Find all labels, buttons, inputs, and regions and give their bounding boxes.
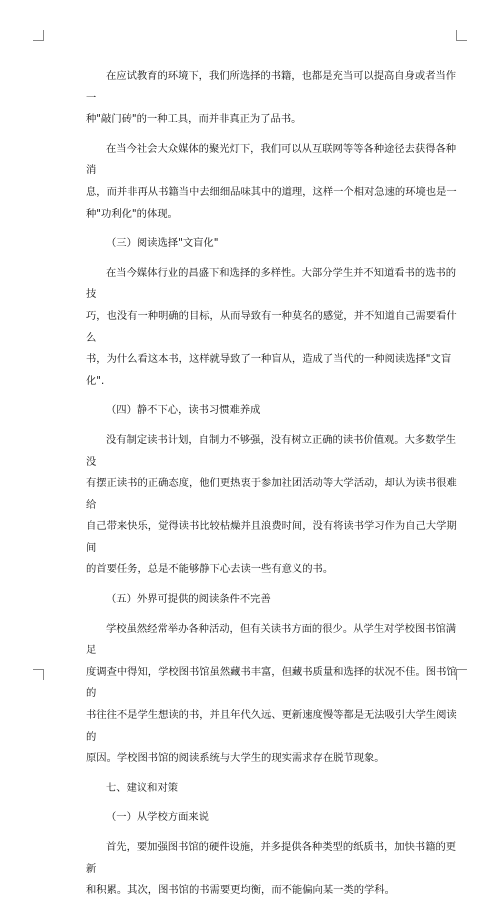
section-heading: （三）阅读选择"文盲化" bbox=[106, 237, 219, 250]
text-line: 学校虽然经常举办各种活动，但有关读书方面的很少。从学生对学校图书馆满足 bbox=[86, 622, 457, 657]
text-line: 在当今媒体行业的昌盛下和选择的多样性。大部分学生并不知道看书的选书的技 bbox=[86, 266, 457, 301]
text-line: 种"敲门砖"的一种工具，而并非真正为了品书。 bbox=[86, 113, 302, 126]
text-line: 原因。学校图书馆的阅读系统与大学生的现实需求存在脱节现象。 bbox=[86, 752, 385, 765]
text-line: 没有制定读书计划，自制力不够强，没有树立正确的读书价值观。大多数学生没 bbox=[86, 433, 457, 468]
document-body bbox=[86, 66, 458, 902]
paragraph bbox=[86, 430, 458, 581]
paragraph bbox=[86, 263, 458, 393]
text-line: 的首要任务，总是不能够静下心去读一些有意义的书。 bbox=[86, 563, 334, 576]
crop-mark-top-right bbox=[456, 30, 467, 41]
paragraph bbox=[86, 619, 458, 770]
text-line: 度调查中得知，学校图书馆虽然藏书丰富，但藏书质量和选择的状况不佳。图书馆的 bbox=[86, 665, 457, 700]
text-line: 首先，要加强图书馆的硬件设施，并多提供各种类型的纸质书，加快书籍的更新 bbox=[86, 841, 457, 875]
crop-mark-bottom-left bbox=[33, 669, 44, 680]
text-line: 在应试教育的环境下，我们所选择的书籍，也都是充当可以提高自身或者当作一 bbox=[86, 70, 457, 104]
crop-mark-top-left bbox=[33, 30, 44, 41]
subsection-heading: （一）从学校方面来说 bbox=[106, 811, 209, 824]
text-line: 息，而并非再从书籍当中去细细品味其中的道理，这样一个相对急速的环境也是一 bbox=[86, 185, 457, 198]
text-line: 和积累。其次，图书馆的书需要更均衡，而不能偏向某一类的学科。 bbox=[86, 884, 395, 897]
text-line: 有摆正读书的正确态度，他们更热衷于参加社团活动等大学活动，却认为读书很难给 bbox=[86, 477, 457, 511]
text-line: 书，为什么看这本书，这样就导致了一种盲从，造成了当代的一种阅读选择"文盲化". bbox=[86, 353, 452, 387]
paragraph bbox=[86, 837, 458, 902]
text-line: 巧，也没有一种明确的目标，从而导致有一种莫名的感觉，并不知道自己需要看什么 bbox=[86, 309, 457, 344]
paragraph bbox=[86, 139, 458, 225]
text-line: 自己带来快乐，觉得读书比较枯燥并且浪费时间，没有将读书学习作为自己大学期间 bbox=[86, 520, 457, 554]
paragraph bbox=[86, 66, 458, 131]
text-line: 书往往不是学生想读的书，并且年代久远、更新速度慢等都是无法吸引大学生阅读的 bbox=[86, 709, 457, 743]
section-heading: （五）外界可提供的阅读条件不完善 bbox=[106, 593, 271, 606]
section-heading: （四）静不下心，读书习惯难养成 bbox=[106, 404, 261, 417]
text-line: 种"功利化"的体现。 bbox=[86, 207, 178, 220]
section-heading: 七、建议和对策 bbox=[106, 781, 179, 794]
text-line: 在当今社会大众媒体的聚光灯下，我们可以从互联网等等各种途径去获得各种消 bbox=[86, 142, 457, 177]
